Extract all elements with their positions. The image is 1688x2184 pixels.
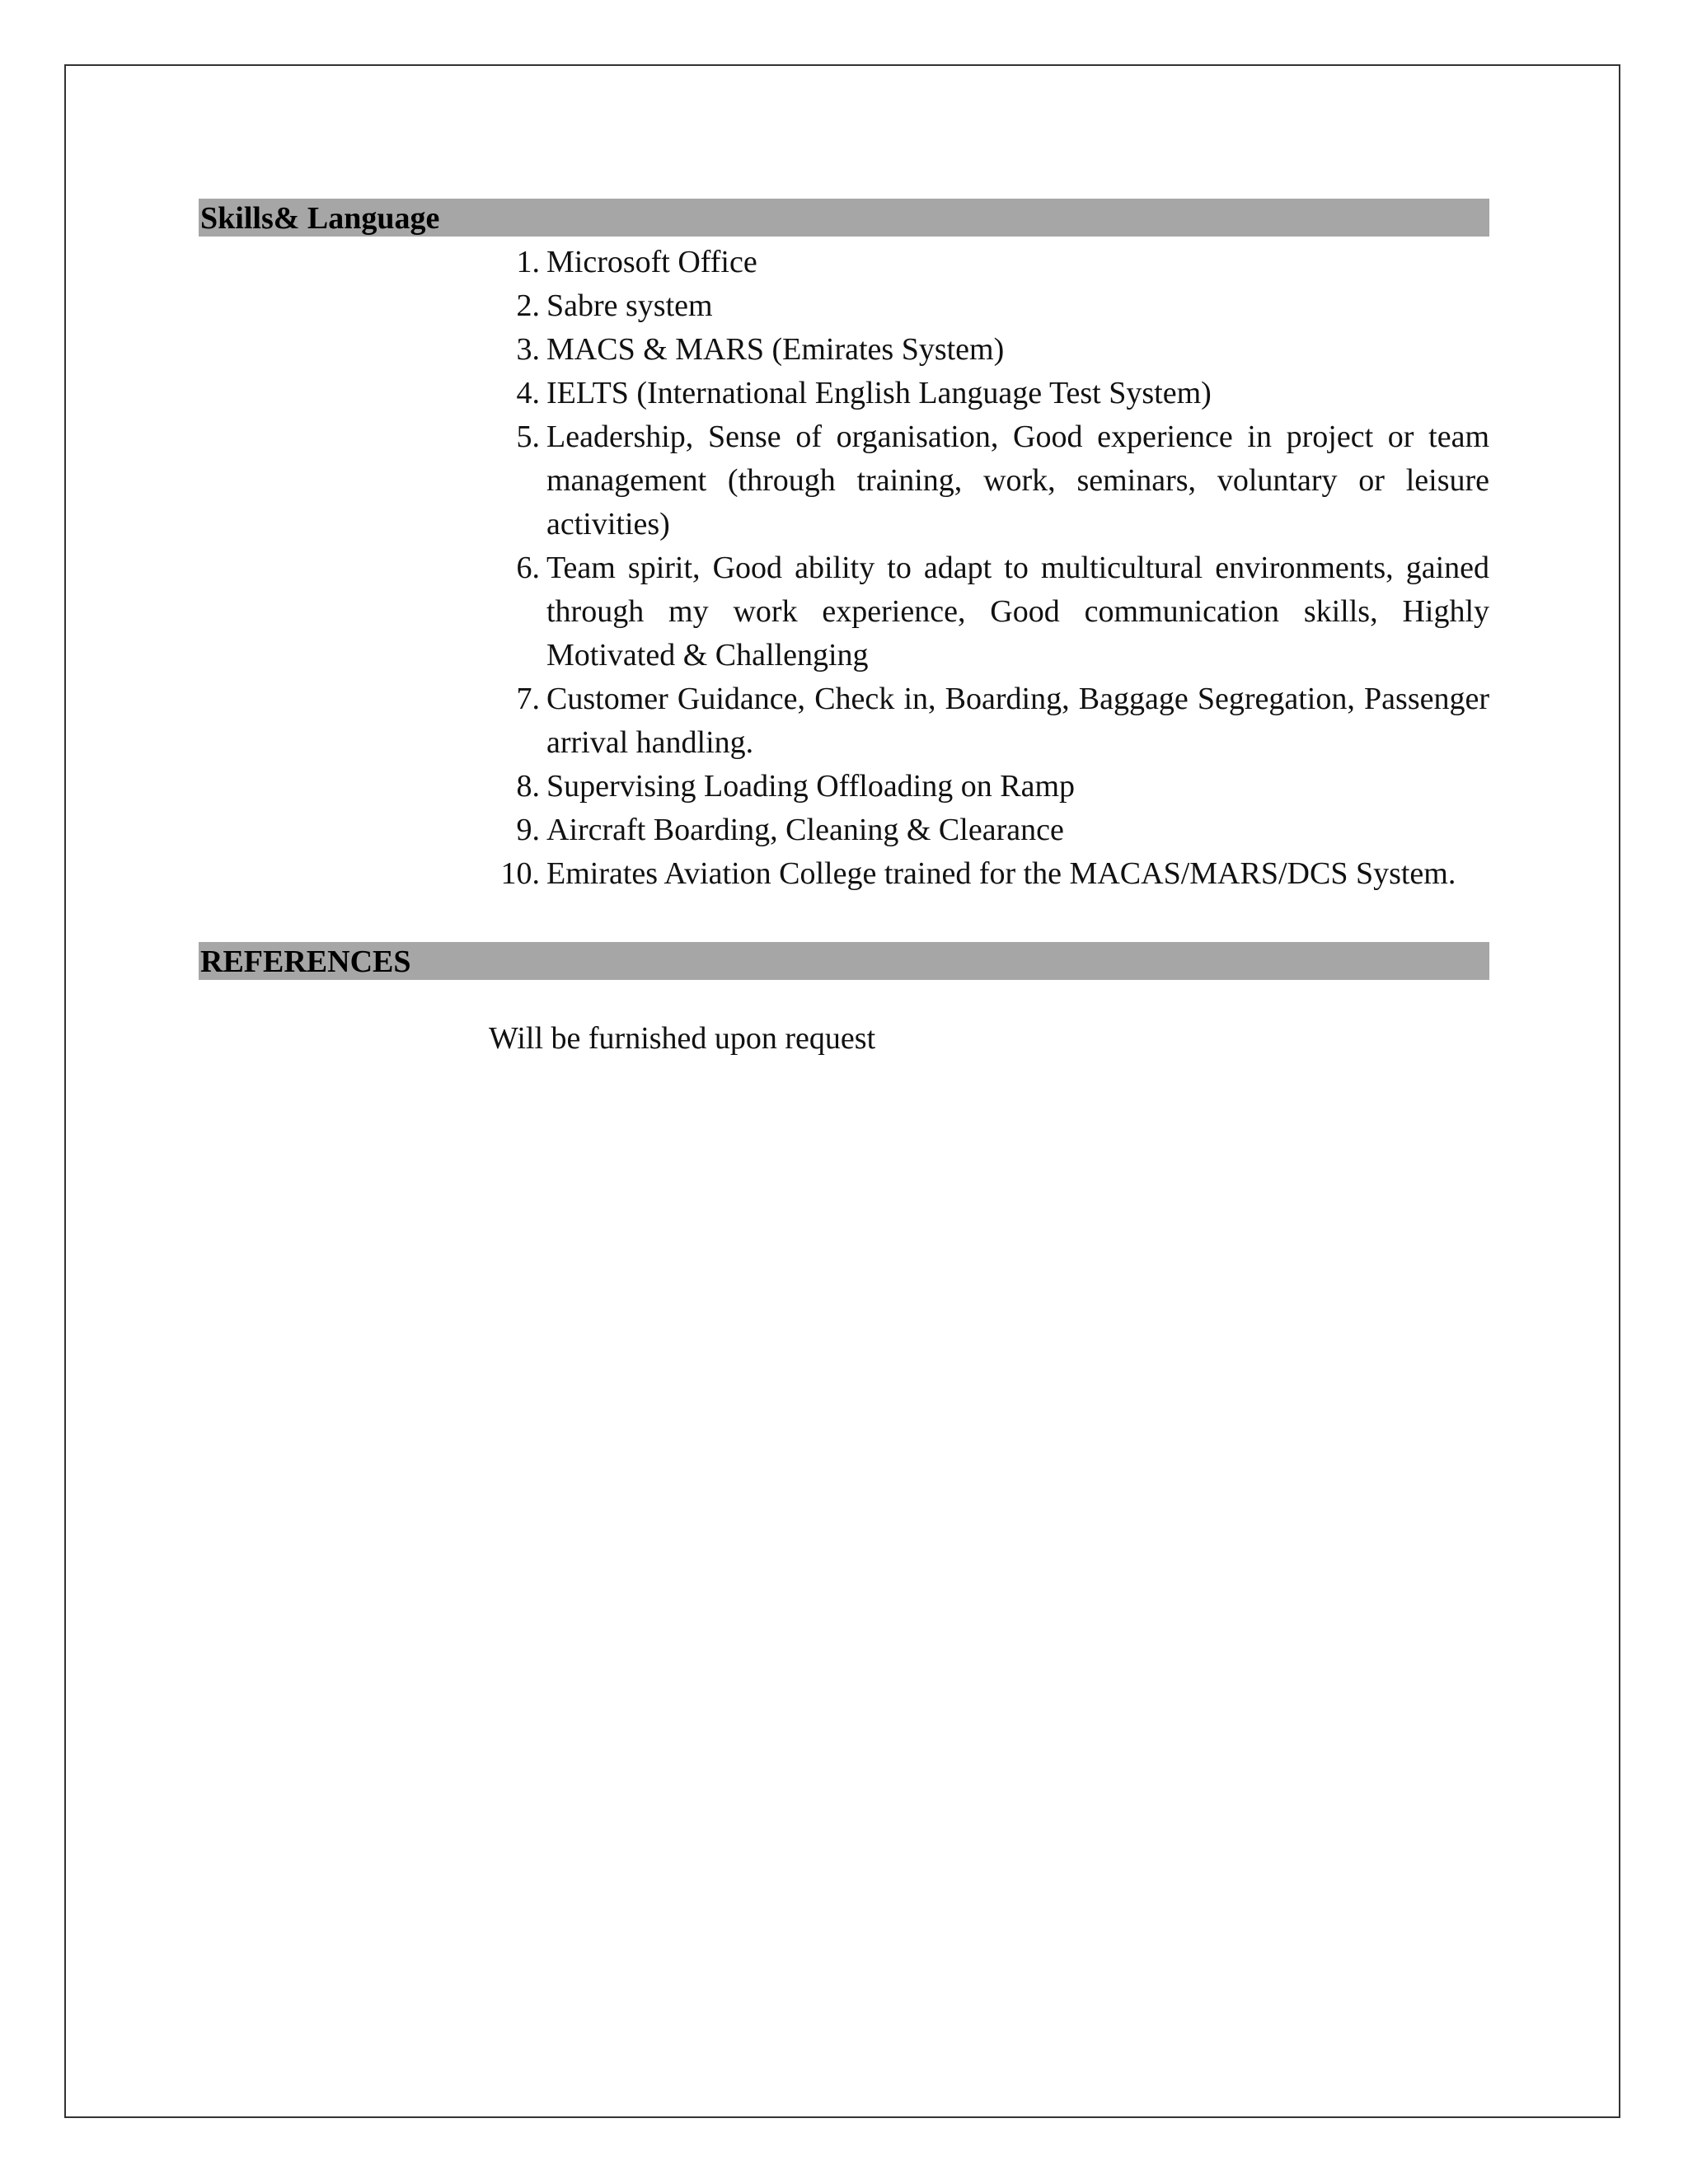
list-item-text: Sabre system: [546, 288, 713, 323]
list-item: [489, 677, 1489, 765]
list-item: [489, 241, 1489, 284]
list-item: [489, 852, 1489, 896]
list-item: [489, 808, 1489, 852]
list-item-text: Microsoft Office: [546, 245, 757, 279]
list-item-number: 5.: [516, 419, 540, 454]
list-item: [489, 284, 1489, 328]
list-item-text: Leadership, Sense of organisation, Good experience in project or team management (through training, work, seminars, voluntary or leisure activities): [546, 419, 1489, 541]
list-item: [489, 328, 1489, 372]
skills-section-heading: Skills& Language: [199, 199, 1489, 237]
list-item-text: IELTS (International English Language Test System): [546, 376, 1212, 410]
list-item: [489, 415, 1489, 546]
list-item-number: 9.: [516, 813, 540, 847]
list-item-text: Customer Guidance, Check in, Boarding, Baggage Segregation, Passenger arrival handling.: [546, 682, 1489, 760]
list-item-text: Aircraft Boarding, Cleaning & Clearance: [546, 813, 1064, 847]
skills-list: [489, 241, 1489, 896]
list-item-number: 1.: [516, 245, 540, 279]
list-item-number: 4.: [516, 376, 540, 410]
list-item-number: 3.: [516, 332, 540, 367]
references-text: Will be furnished upon request: [489, 1021, 876, 1056]
list-item: [489, 372, 1489, 415]
list-item-number: 7.: [516, 682, 540, 716]
references-section-heading: REFERENCES: [199, 942, 1489, 980]
list-item-text: Team spirit, Good ability to adapt to multicultural environments, gained through my work experience, Good communication skills, Highly Motivated & Challenging: [546, 551, 1489, 673]
list-item: [489, 765, 1489, 808]
list-item: [489, 546, 1489, 677]
list-item-number: 2.: [516, 288, 540, 323]
list-item-text: MACS & MARS (Emirates System): [546, 332, 1005, 367]
list-item-text: Supervising Loading Offloading on Ramp: [546, 769, 1076, 804]
list-item-number: 10.: [500, 856, 540, 891]
list-item-number: 6.: [516, 551, 540, 585]
list-item-text: Emirates Aviation College trained for the MACAS/MARS/DCS System.: [546, 856, 1456, 891]
list-item-number: 8.: [516, 769, 540, 804]
